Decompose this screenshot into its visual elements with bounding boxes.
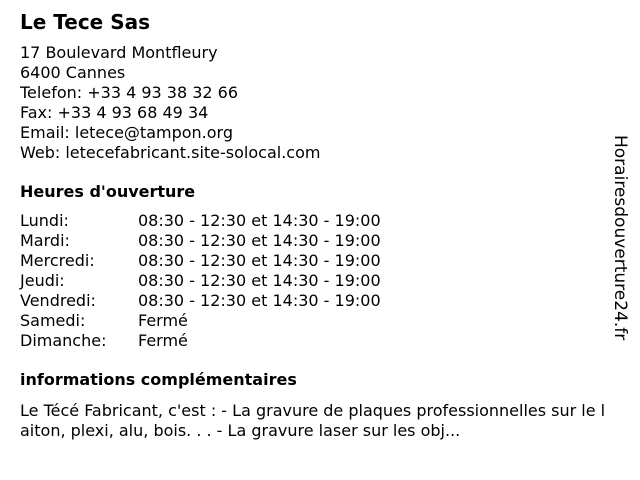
web-line: Web: letecefabricant.site-solocal.com [20,143,321,162]
hours-row [20,291,610,311]
info-title: informations complémentaires [20,370,297,389]
email-line: Email: letece@tampon.org [20,123,233,142]
hours-time: 08:30 - 12:30 et 14:30 - 19:00 [138,211,381,230]
hours-time: 08:30 - 12:30 et 14:30 - 19:00 [138,291,381,310]
hours-time: Fermé [138,311,188,330]
fax-line: Fax: +33 4 93 68 49 34 [20,103,209,122]
contact-block [20,43,610,163]
hours-day: Mercredi: [20,251,95,270]
hours-time: 08:30 - 12:30 et 14:30 - 19:00 [138,231,381,250]
hours-day: Dimanche: [20,331,107,350]
hours-row [20,251,610,271]
hours-time: 08:30 - 12:30 et 14:30 - 19:00 [138,251,381,270]
address-line2: 6400 Cannes [20,63,126,82]
hours-row [20,231,610,251]
hours-day: Lundi: [20,211,69,230]
hours-time: 08:30 - 12:30 et 14:30 - 19:00 [138,271,381,290]
address-line1: 17 Boulevard Montfleury [20,43,218,62]
hours-title: Heures d'ouverture [20,182,196,201]
hours-day: Mardi: [20,231,70,250]
hours-row [20,331,610,351]
business-name: Le Tece Sas [20,10,151,34]
site-watermark: Horairesdouverture24.fr [610,135,630,341]
hours-time: Fermé [138,331,188,350]
business-card [20,8,610,441]
info-text: Le Técé Fabricant, c'est : - La gravure de plaques professionnelles sur le laiton, plexi, alu, bois. . . - La gravure laser sur les obj... [20,401,606,440]
hours-row [20,271,610,291]
hours-table [20,211,610,351]
hours-day: Samedi: [20,311,86,330]
hours-row [20,311,610,331]
hours-day: Jeudi: [20,271,65,290]
hours-day: Vendredi: [20,291,96,310]
hours-row [20,211,610,231]
phone-line: Telefon: +33 4 93 38 32 66 [20,83,239,102]
